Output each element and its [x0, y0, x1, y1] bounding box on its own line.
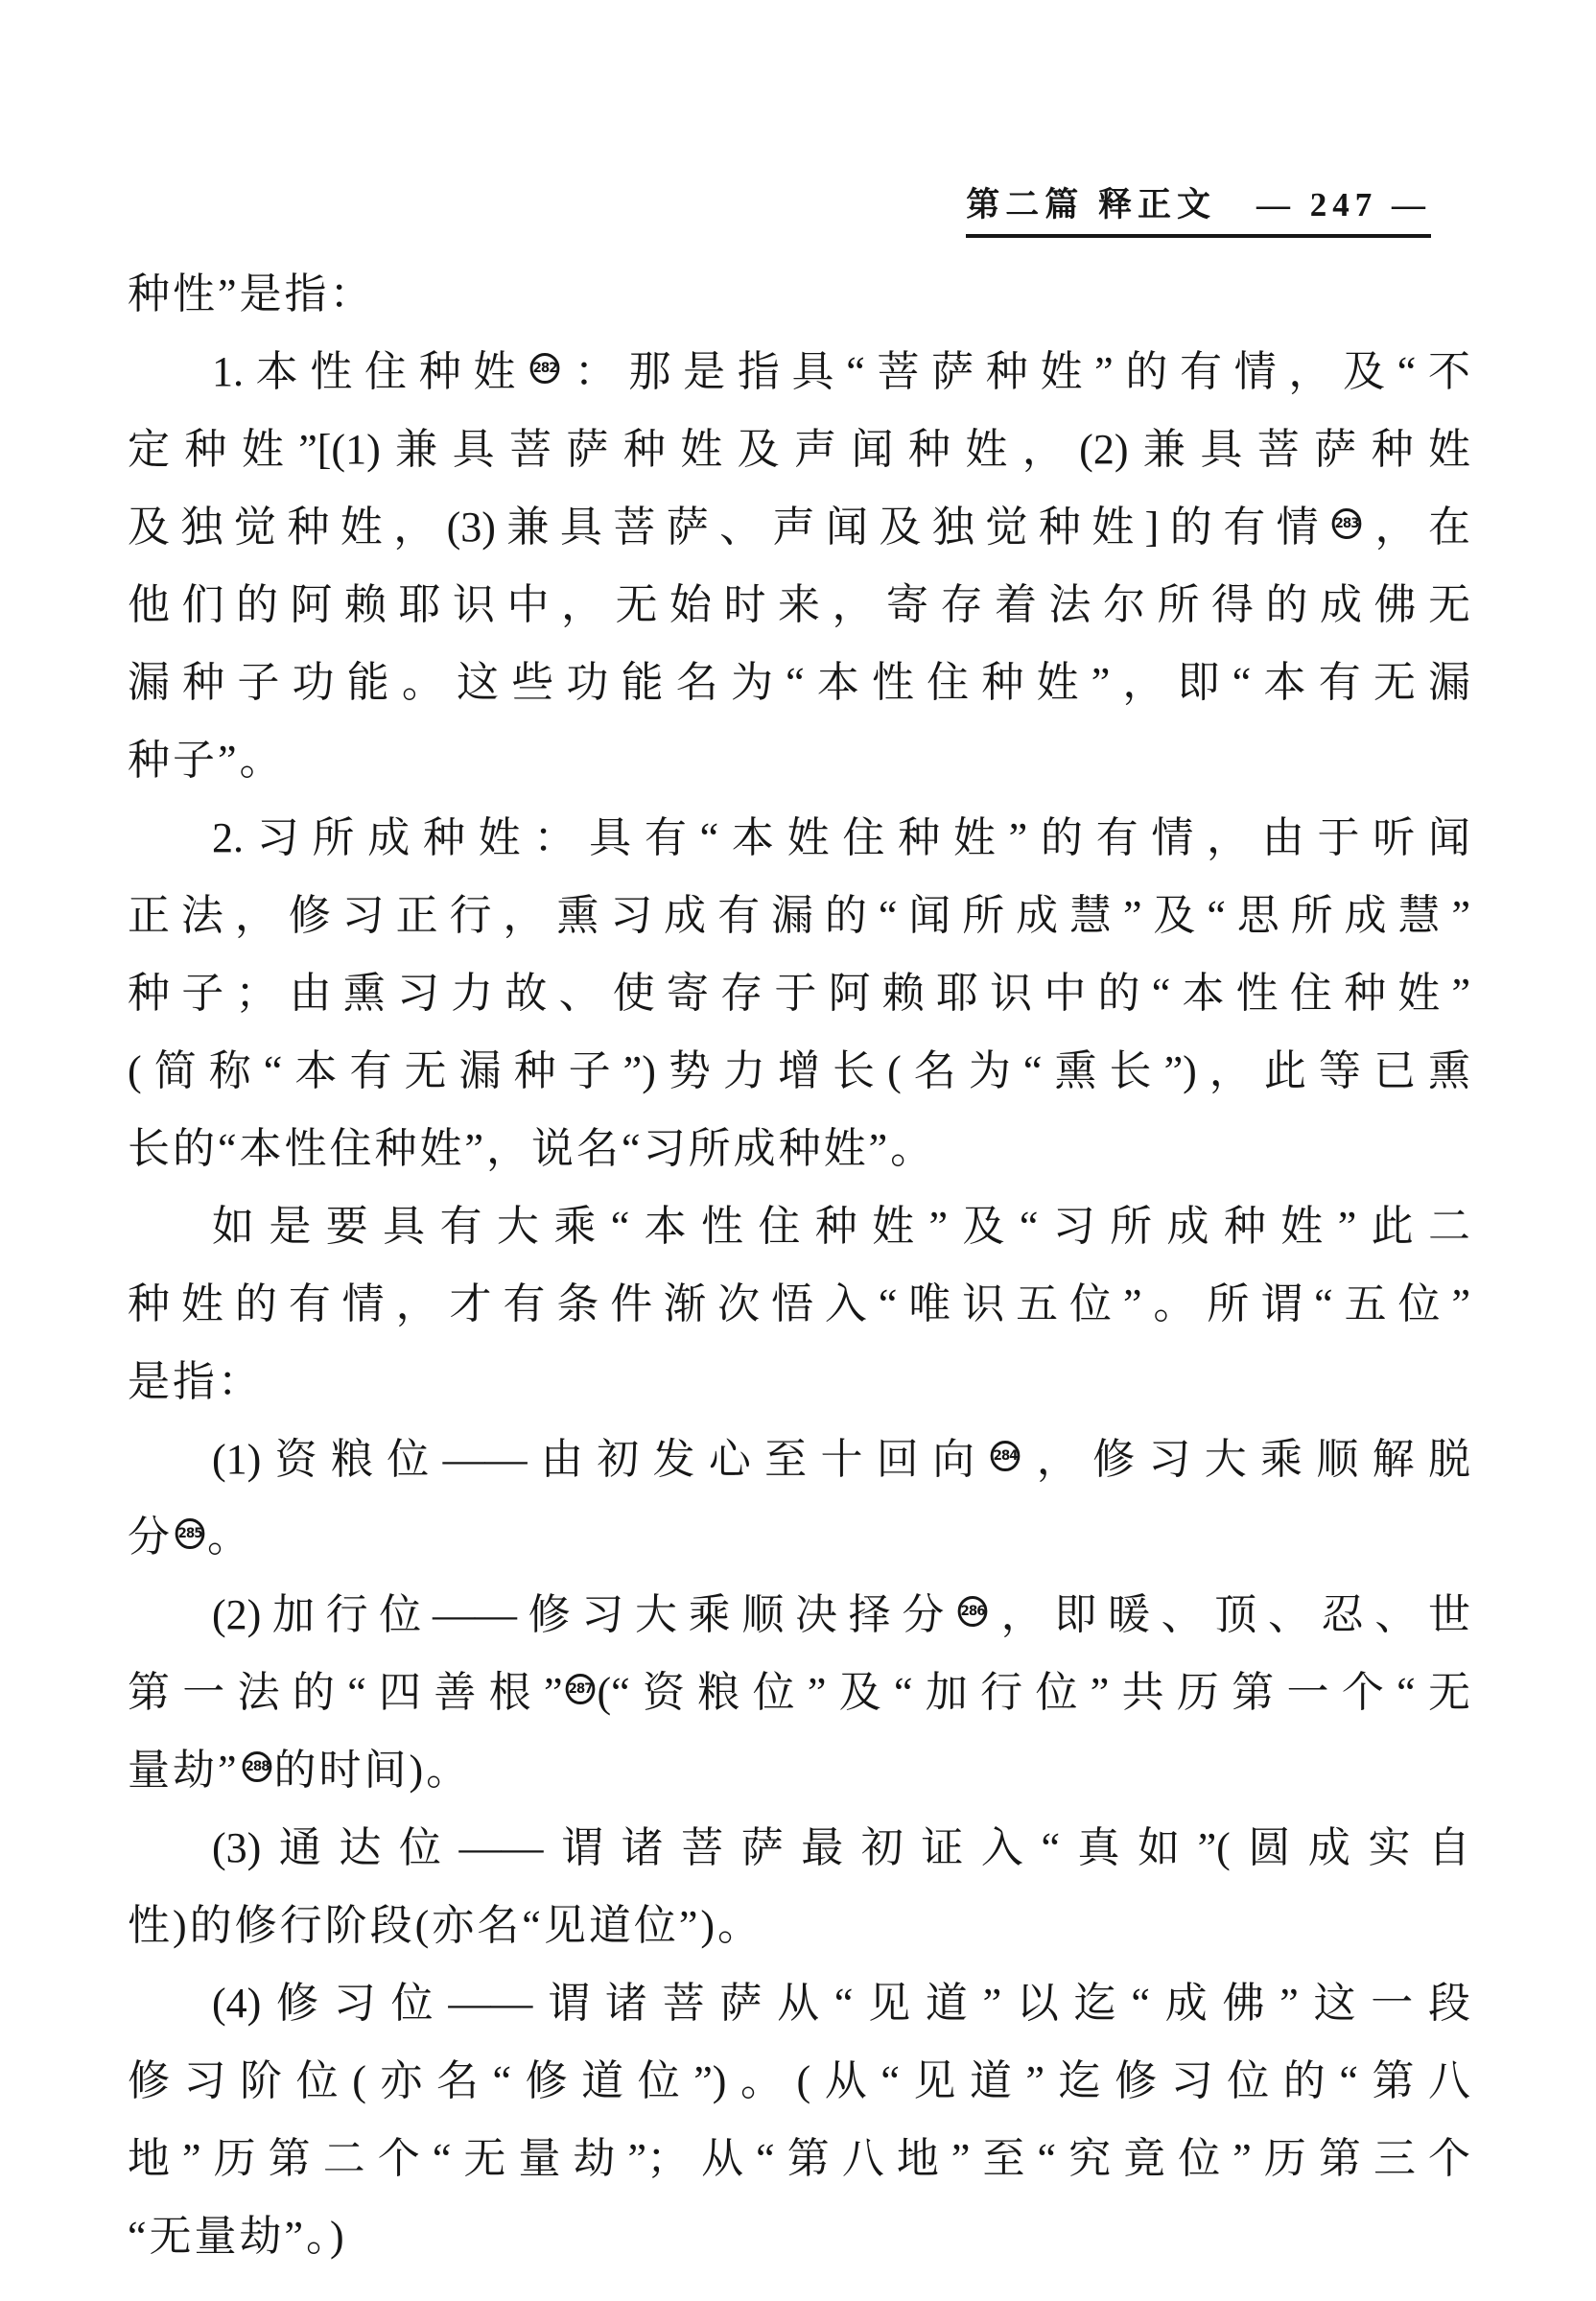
text-line: 种子”。	[128, 737, 285, 784]
text-line: 种性”是指：	[128, 270, 375, 317]
text-line: (1)资粮位——由初发心至十回向 284 ，修习大乘顺解脱	[212, 1436, 1471, 1483]
text-line: (2)加行位——修习大乘顺决择分 286 ，即暖、顶、忍、世	[212, 1591, 1470, 1638]
text-line: 长的“本性住种姓”，说名“习所成种姓”。	[128, 1125, 936, 1172]
page-header-rule	[966, 178, 1431, 238]
text-line: 性)的修行阶段(亦名“见道位”)。	[128, 1902, 763, 1949]
text-line: 分 285 。	[128, 1514, 252, 1561]
text-line: 种子；由熏习力故、使寄存于阿赖耶识中的“本性住种姓”	[128, 970, 1470, 1017]
text-line: (4)修习位——谓诸菩萨从“见道”以迄“成佛”这一段	[212, 1980, 1470, 2027]
text-line: 定种姓”[(1)兼具菩萨种姓及声闻种姓，(2)兼具菩萨种姓	[128, 426, 1470, 473]
text-line: (3)通达位——谓诸菩萨最初证入“真如”(圆成实自	[212, 1824, 1470, 1871]
text-line: 第一法的“四善根” 287 (“资粮位”及“加行位”共历第一个“无	[128, 1669, 1470, 1716]
page-header	[966, 178, 1431, 238]
footnote-ref: 283	[1332, 508, 1362, 539]
text-line: 1.本性住种姓 282 ：那是指具“菩萨种姓”的有情，及“不	[212, 348, 1471, 395]
text-line: 种姓的有情，才有条件渐次悟入“唯识五位”。所谓“五位”	[128, 1280, 1470, 1327]
text-line: 2.习所成种姓：具有“本姓住种姓”的有情，由于听闻	[212, 814, 1470, 861]
footnote-ref: 287	[565, 1674, 595, 1704]
text-line: 修习阶位(亦名“修道位”)。(从“见道”迄修习位的“第八	[128, 2057, 1470, 2104]
page-number: — 247 —	[1256, 186, 1431, 223]
text-line: (简称“本有无漏种子”)势力增长(名为“熏长”)，此等已熏	[128, 1047, 1470, 1094]
text-line: 及独觉种姓，(3)兼具菩萨、声闻及独觉种姓]的有情 283 ，在	[128, 504, 1470, 551]
text-line: 正法，修习正行，熏习成有漏的“闻所成慧”及“思所成慧”	[128, 892, 1470, 939]
footnote-ref: 284	[991, 1441, 1021, 1471]
text-line: 漏种子功能。这些功能名为“本性住种姓”，即“本有无漏	[128, 659, 1470, 706]
footnote-ref: 285	[176, 1518, 205, 1549]
text-line: 地”历第二个“无量劫”；从“第八地”至“究竟位”历第三个	[128, 2135, 1470, 2182]
footnote-ref: 286	[958, 1596, 988, 1627]
text-line: 如是要具有大乘“本性住种姓”及“习所成种姓”此二	[212, 1203, 1470, 1250]
section-title: 第二篇 释正文	[966, 186, 1216, 223]
text-line: 他们的阿赖耶识中，无始时来，寄存着法尔所得的成佛无	[128, 581, 1470, 628]
text-line: 是指：	[128, 1358, 263, 1405]
body-text	[128, 255, 1470, 2275]
footnote-ref: 282	[530, 353, 560, 384]
text-line: 量劫” 288 的时间)。	[128, 1747, 472, 1794]
text-line: “无量劫”。)	[128, 2213, 347, 2260]
footnote-ref: 288	[242, 1751, 271, 1782]
